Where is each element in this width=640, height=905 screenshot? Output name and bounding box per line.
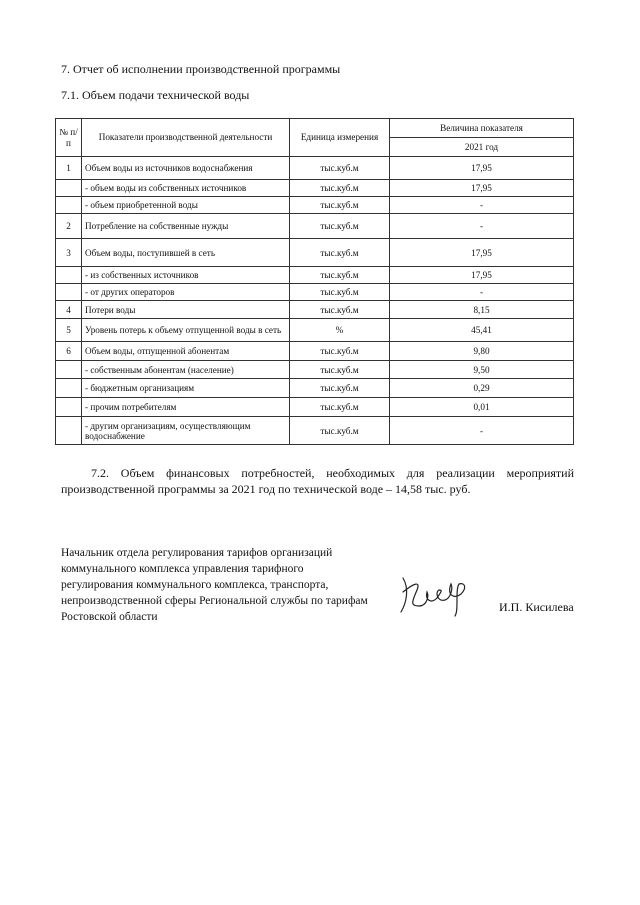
cell-num: 4 [56, 301, 82, 319]
cell-value: 17,95 [390, 157, 574, 180]
header-value-group: Величина показателя [390, 119, 574, 138]
cell-num [56, 267, 82, 284]
cell-unit: тыс.куб.м [290, 180, 390, 197]
table-row [56, 301, 574, 319]
table-row [56, 284, 574, 301]
cell-num [56, 197, 82, 214]
signatory-name: И.П. Кисилева [499, 600, 574, 614]
table-row [56, 267, 574, 284]
cell-value: 45,41 [390, 319, 574, 342]
cell-unit: тыс.куб.м [290, 301, 390, 319]
cell-value: 8,15 [390, 301, 574, 319]
table-row [56, 319, 574, 342]
cell-unit: % [290, 319, 390, 342]
cell-unit: тыс.куб.м [290, 284, 390, 301]
table-row [56, 361, 574, 379]
cell-unit: тыс.куб.м [290, 398, 390, 417]
cell-indicator: - другим организациям, осуществляющим водоснабжение [82, 417, 290, 445]
cell-unit: тыс.куб.м [290, 417, 390, 445]
table-row [56, 214, 574, 239]
header-unit: Единица измерения [290, 119, 390, 157]
cell-num [56, 417, 82, 445]
cell-num [56, 361, 82, 379]
cell-num: 5 [56, 319, 82, 342]
cell-indicator: Объем воды, отпущенной абонентам [82, 342, 290, 361]
cell-indicator: Уровень потерь к объему отпущенной воды в сеть [82, 319, 290, 342]
cell-indicator: - бюджетным организациям [82, 379, 290, 398]
cell-num: 3 [56, 239, 82, 267]
cell-value: - [390, 417, 574, 445]
cell-value: - [390, 284, 574, 301]
water-supply-table [55, 118, 574, 445]
table-row [56, 197, 574, 214]
cell-indicator: - от других операторов [82, 284, 290, 301]
table-row [56, 379, 574, 398]
cell-value: 17,95 [390, 180, 574, 197]
signatory-position: Начальник отдела регулирования тарифов организаций коммунального комплекса управления тарифного регулирования коммунального комплекса, транспорта, непроизводственной сферы Региональной службы по тарифам Ростовской области [61, 547, 368, 623]
cell-unit: тыс.куб.м [290, 214, 390, 239]
cell-value: 0,01 [390, 398, 574, 417]
table-row [56, 398, 574, 417]
cell-unit: тыс.куб.м [290, 267, 390, 284]
cell-indicator: - прочим потребителям [82, 398, 290, 417]
table-row [56, 342, 574, 361]
cell-value: 9,50 [390, 361, 574, 379]
cell-value: 17,95 [390, 267, 574, 284]
cell-unit: тыс.куб.м [290, 239, 390, 267]
header-year: 2021 год [390, 138, 574, 157]
header-indicator: Показатели производственной деятельности [82, 119, 290, 157]
table-body [56, 157, 574, 445]
cell-value: 0,29 [390, 379, 574, 398]
cell-num: 6 [56, 342, 82, 361]
cell-indicator: Объем воды, поступившей в сеть [82, 239, 290, 267]
subsection-heading: 7.1. Объем подачи технической воды [61, 88, 250, 102]
cell-unit: тыс.куб.м [290, 197, 390, 214]
cell-value: - [390, 214, 574, 239]
cell-indicator: Потребление на собственные нужды [82, 214, 290, 239]
cell-num: 1 [56, 157, 82, 180]
cell-value: - [390, 197, 574, 214]
cell-num [56, 180, 82, 197]
cell-num [56, 379, 82, 398]
cell-indicator: Потери воды [82, 301, 290, 319]
cell-indicator: - объем воды из собственных источников [82, 180, 290, 197]
cell-unit: тыс.куб.м [290, 157, 390, 180]
cell-unit: тыс.куб.м [290, 361, 390, 379]
cell-value: 9,80 [390, 342, 574, 361]
cell-num [56, 284, 82, 301]
cell-unit: тыс.куб.м [290, 379, 390, 398]
cell-indicator: - объем приобретенной воды [82, 197, 290, 214]
header-num: № п/п [56, 119, 82, 157]
cell-indicator: - собственным абонентам (население) [82, 361, 290, 379]
cell-num [56, 398, 82, 417]
cell-indicator: Объем воды из источников водоснабжения [82, 157, 290, 180]
table-row [56, 157, 574, 180]
section-heading: 7. Отчет об исполнении производственной программы [61, 62, 341, 76]
cell-unit: тыс.куб.м [290, 342, 390, 361]
cell-value: 17,95 [390, 239, 574, 267]
table-row [56, 417, 574, 445]
cell-indicator: - из собственных источников [82, 267, 290, 284]
table-row [56, 180, 574, 197]
handwritten-signature [397, 570, 477, 620]
table-row [56, 239, 574, 267]
financial-note: 7.2. Объем финансовых потребностей, необходимых для реализации мероприятий производственной программы за 2021 год по технической воде – 14,58 тыс. руб. [61, 466, 574, 496]
cell-num: 2 [56, 214, 82, 239]
